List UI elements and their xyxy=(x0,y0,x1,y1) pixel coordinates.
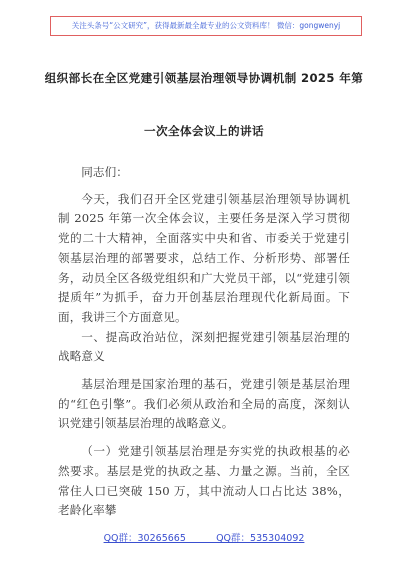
section-heading-1: 一、提高政治站位，深刻把握党建引领基层治理的战略意义 xyxy=(58,329,350,364)
paragraph-subsection-1: （一）党建引领基层治理是夯实党的执政根基的必然要求。基层是党的执政之基、力量之源。当前，全区常住人口已突破 150 万，其中流动人口占比达 38%，老龄化率攀 xyxy=(58,444,350,518)
document-title-line-1: 组织部长在全区党建引领基层治理领导协调机制 2025 年第 xyxy=(44,71,364,85)
greeting: 同志们： xyxy=(81,165,128,179)
document-title-line-2: 一次全体会议上的讲话 xyxy=(144,124,264,138)
document-body xyxy=(58,163,350,521)
footer-qq-groups: QQ群：30265665 QQ群：535304092 xyxy=(103,533,305,544)
paragraph-section-1: 基层治理是国家治理的基石，党建引领是基层治理的“红色引擎”。我们必须从政治和全局的高度，深刻认识党建引领基层治理的战略意义。 xyxy=(58,377,350,431)
header-notice: 关注头条号“公文研究”，获得最新最全最专业的公文资料库！ 微信：gongwenyj xyxy=(50,16,362,36)
paragraph-opening: 今天，我们召开全区党建引领基层治理领导协调机制 2025 年第一次全体会议，主要任务是深入学习贯彻党的二十大精神，全面落实中央和省、市委关于党建引领基层治理的部署要求，总结工作、分析形势、部署任务，动员全区各级党组织和广大党员干部，以“党建引领提质年”为抓手，奋力开创基层治理现代化新局面。下面，我讲三个方面意见。 xyxy=(58,191,350,324)
